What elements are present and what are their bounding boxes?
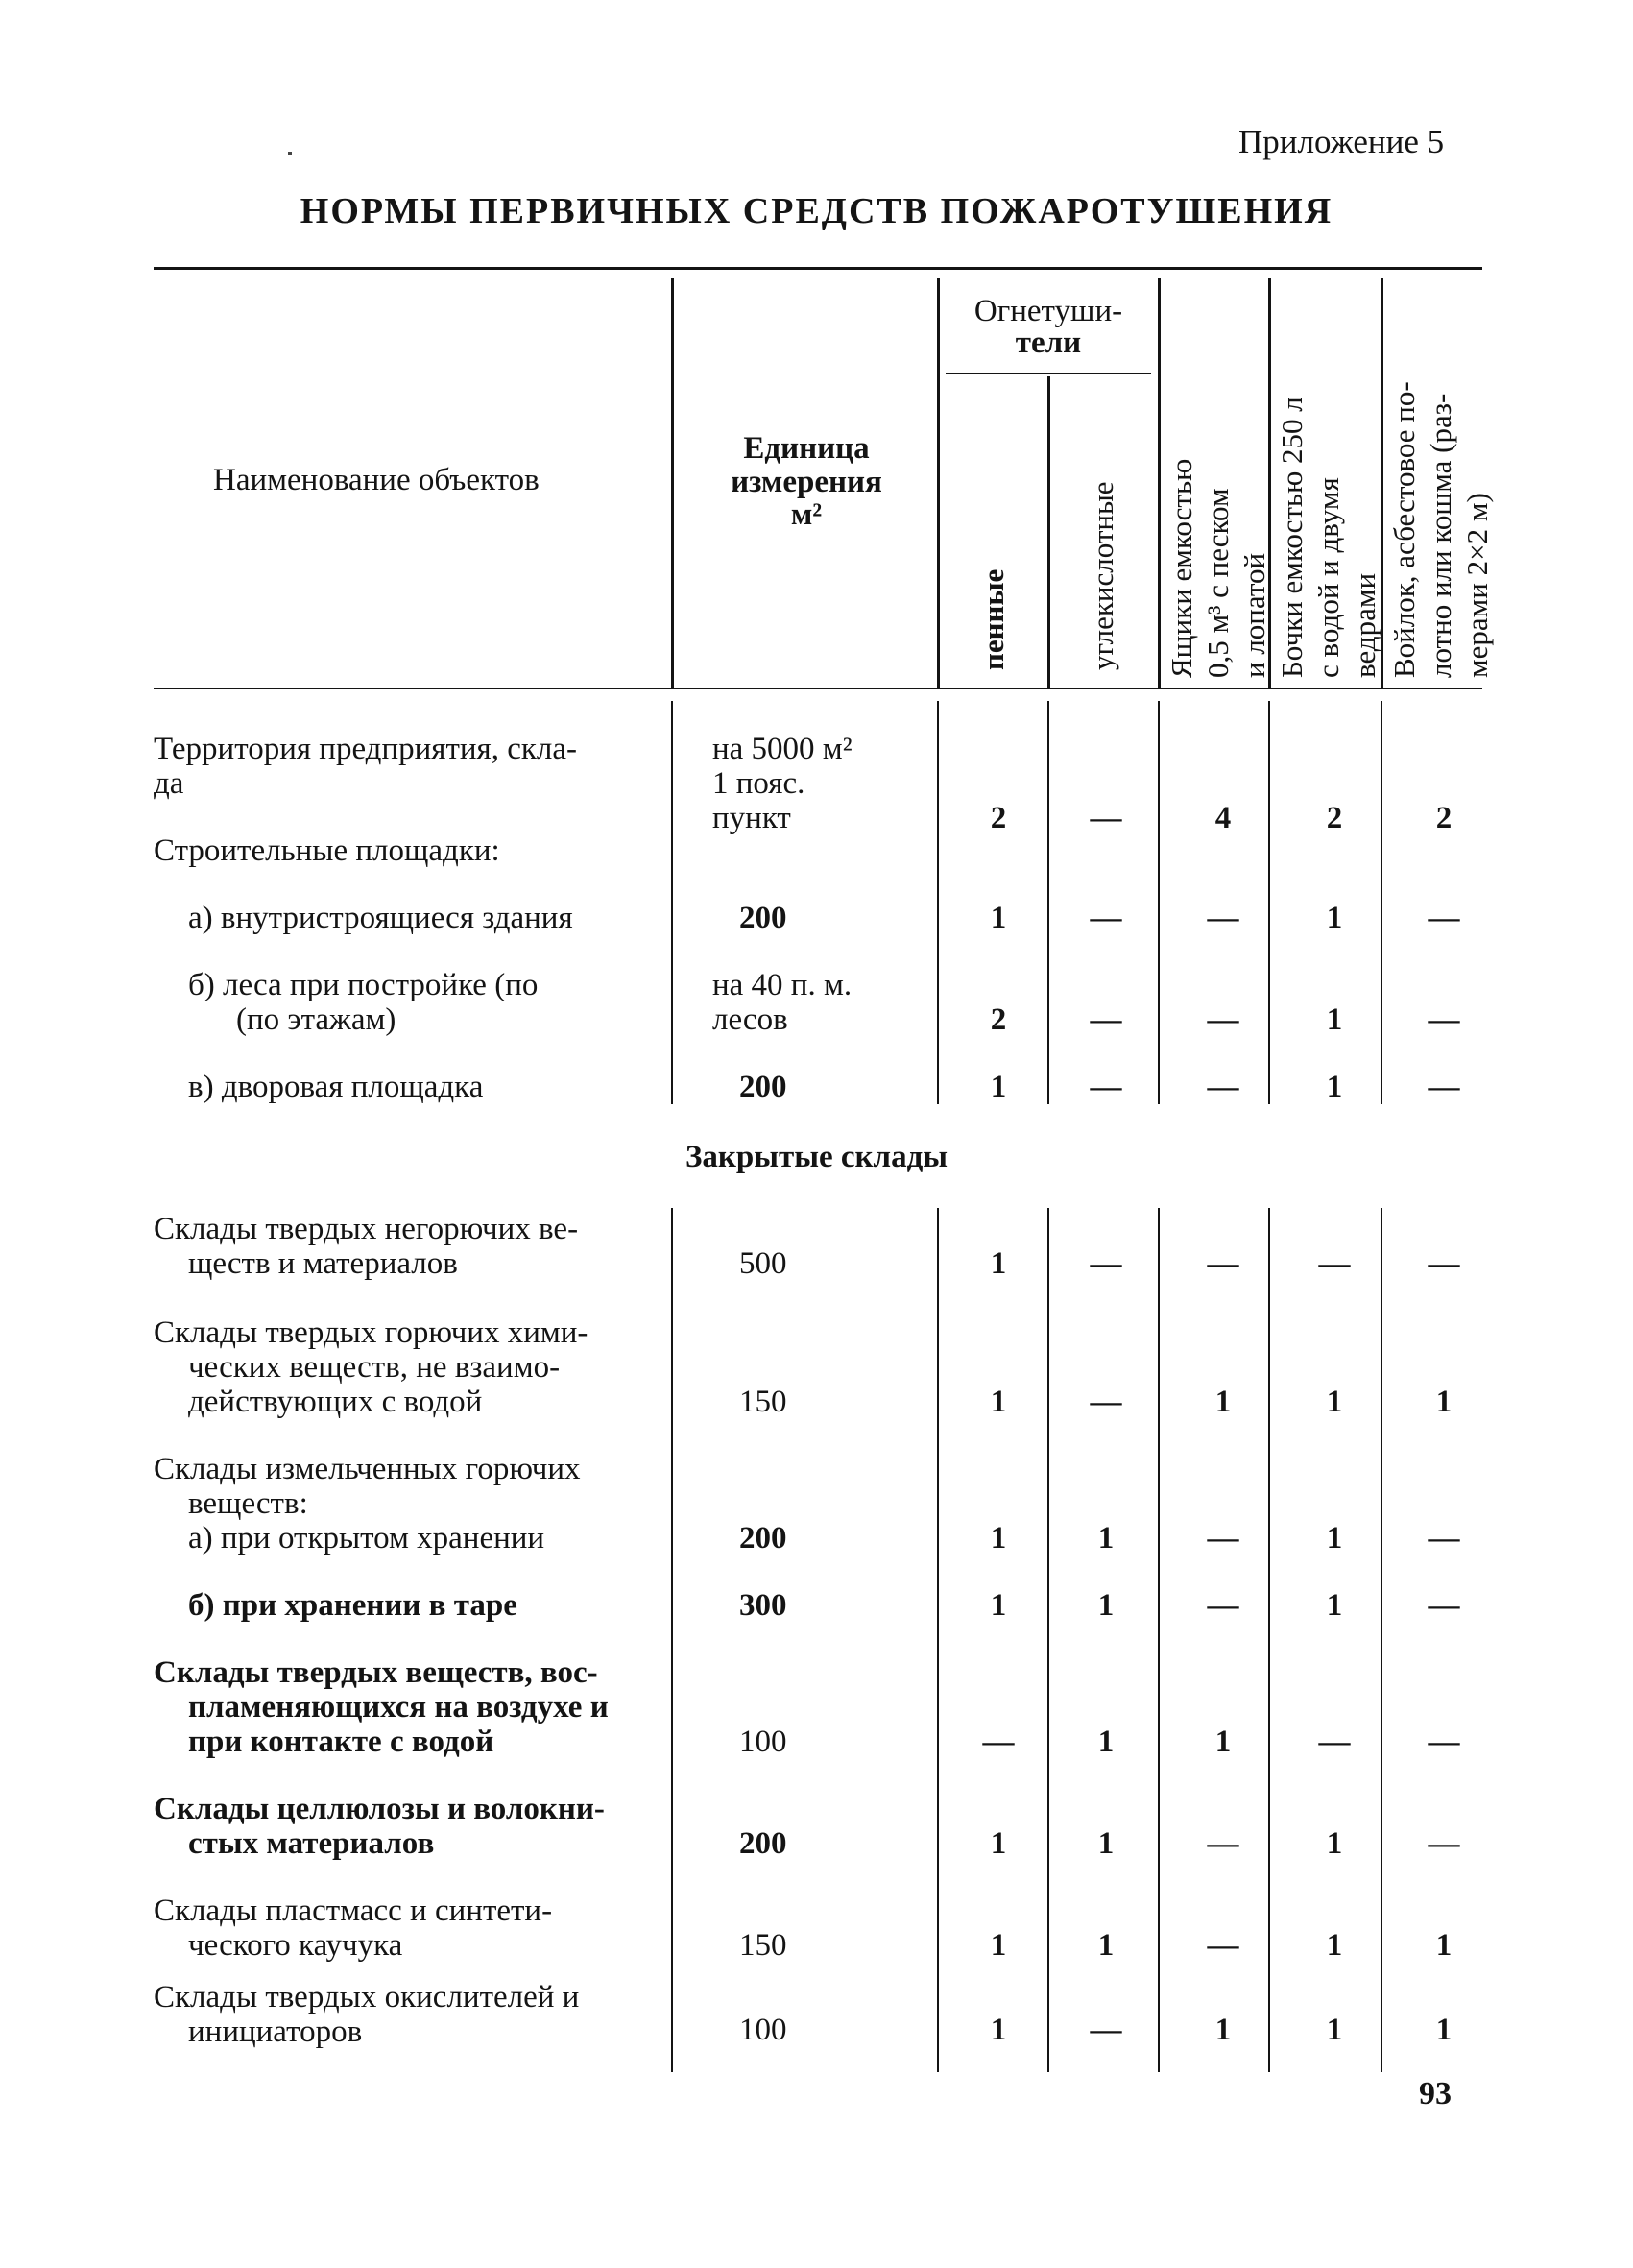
row-yard-unit: 200 [739,1070,787,1104]
col-header-barrels: Бочки емкостью 250 л с водой и двумя ведрами [1275,397,1381,678]
row-oxidizers-unit: 100 [739,2013,787,2047]
page-title: НОРМЫ ПЕРВИЧНЫХ СРЕДСТВ ПОЖАРОТУШЕНИЯ [300,191,1333,231]
row-yard-name: в) дворовая площадка [188,1070,484,1104]
row-container-co2: 1 [1097,1588,1115,1623]
row-plastics-sand: — [1207,1928,1239,1963]
row-plastics-unit: 150 [739,1928,787,1963]
row-crushed-heading: Склады измельченных горючих веществ: [154,1452,581,1521]
row-chemical-unit: 150 [739,1385,787,1419]
row-oxidizers-co2: — [1090,2013,1122,2047]
row-cellulose-unit: 200 [739,1826,787,1861]
row-construction-heading: Строительные площадки: [154,833,500,868]
row-selfigniting-name: Склады твердых веществ, вос- пламеняющихся на воздухе и при контакте с водой [154,1655,609,1759]
col-header-unit: Единица измерения м² [731,431,882,533]
row-territory-unit: на 5000 м² 1 пояс. пункт [712,732,853,835]
col-header-name: Наименование объектов [213,463,540,497]
appendix-label: Приложение 5 [1238,123,1445,160]
row-noncombustible-barrels: — [1318,1246,1351,1281]
row-plastics-name: Склады пластмасс и синтети- ческого каучука [154,1894,553,1963]
row-container-unit: 300 [739,1588,787,1623]
row-plastics-felt: 1 [1435,1928,1453,1963]
col-rule-body-6 [1381,701,1382,1104]
row-territory-name: Территория предприятия, скла- да [154,732,577,801]
row-scaffold-barrels: 1 [1326,1002,1343,1037]
row-buildings-name: а) внутристроящиеся здания [188,901,573,935]
row-noncombustible-foam: 1 [990,1246,1007,1281]
col-header-sand: Ящики емкостью 0,5 м³ с песком и лопатой [1165,458,1271,678]
row-oxidizers-foam: 1 [990,2013,1007,2047]
scan-speck [288,152,292,155]
row-cellulose-co2: 1 [1097,1826,1115,1861]
row-buildings-co2: — [1090,901,1122,935]
col-rule-body-4 [1158,701,1160,1104]
col-rule-header-4 [1158,278,1161,688]
row-scaffold-sand: — [1207,1002,1239,1037]
col-header-foam: пенные [976,568,1010,670]
row-open-storage-foam: 1 [990,1521,1007,1556]
row-open-storage-barrels: 1 [1326,1521,1343,1556]
row-oxidizers-sand: 1 [1214,2013,1232,2047]
col-rule-body-3 [1047,701,1049,1104]
row-selfigniting-felt: — [1428,1725,1460,1759]
row-container-barrels: 1 [1326,1588,1343,1623]
row-chemical-barrels: 1 [1326,1385,1343,1419]
col-rule-body2-1 [671,1208,673,2072]
row-buildings-barrels: 1 [1326,901,1343,935]
header-bottom-rule [154,688,1482,689]
row-buildings-unit: 200 [739,901,787,935]
row-cellulose-sand: — [1207,1826,1239,1861]
row-oxidizers-felt: 1 [1435,2013,1453,2047]
row-scaffold-co2: — [1090,1002,1122,1037]
row-noncombustible-unit: 500 [739,1246,787,1281]
col-header-felt: Войлок, асбестовое по- лотно или кошма (раз- мерами 2×2 м) [1387,381,1494,678]
row-container-sand: — [1207,1588,1239,1623]
row-scaffold-name: б) леса при постройке (по (по этажам) [188,968,539,1037]
row-selfigniting-unit: 100 [739,1725,787,1759]
col-rule-header-3 [1047,376,1050,688]
row-chemical-name: Склады твердых горючих хими- ческих веществ, не взаимо- действующих с водой [154,1315,588,1419]
extinguishers-rule [946,373,1151,374]
col-header-extinguishers: Огнетуши- тели [973,294,1123,360]
row-chemical-co2: — [1090,1385,1122,1419]
page-number: 93 [1419,2076,1452,2111]
row-territory-barrels: 2 [1326,801,1343,835]
row-noncombustible-co2: — [1090,1246,1122,1281]
row-territory-co2: — [1090,801,1122,835]
col-header-co2: углекислотные [1086,481,1119,670]
col-rule-body2-6 [1381,1208,1382,2072]
row-buildings-felt: — [1428,901,1460,935]
row-oxidizers-name: Склады твердых окислителей и инициаторов [154,1980,580,2049]
row-yard-foam: 1 [990,1070,1007,1104]
row-selfigniting-barrels: — [1318,1725,1351,1759]
row-open-storage-co2: 1 [1097,1521,1115,1556]
row-selfigniting-co2: 1 [1097,1725,1115,1759]
col-rule-body2-2 [937,1208,939,2072]
row-container-felt: — [1428,1588,1460,1623]
row-open-storage-unit: 200 [739,1521,787,1556]
col-rule-body-5 [1268,701,1270,1104]
row-noncombustible-sand: — [1207,1246,1239,1281]
row-cellulose-foam: 1 [990,1826,1007,1861]
row-open-storage-name: а) при открытом хранении [188,1521,545,1556]
row-chemical-felt: 1 [1435,1385,1453,1419]
row-selfigniting-sand: 1 [1214,1725,1232,1759]
row-plastics-co2: 1 [1097,1928,1115,1963]
row-buildings-sand: — [1207,901,1239,935]
row-plastics-barrels: 1 [1326,1928,1343,1963]
table-top-rule [154,267,1482,270]
row-chemical-sand: 1 [1214,1385,1232,1419]
col-rule-body-2 [937,701,939,1104]
row-yard-barrels: 1 [1326,1070,1343,1104]
section-heading-closed-warehouses: Закрытые склады [684,1140,949,1174]
col-rule-body-1 [671,701,673,1104]
row-scaffold-unit: на 40 п. м. лесов [712,968,853,1037]
col-rule-header-2 [937,278,940,688]
col-rule-body2-4 [1158,1208,1160,2072]
row-territory-sand: 4 [1214,801,1232,835]
row-cellulose-barrels: 1 [1326,1826,1343,1861]
col-rule-body2-5 [1268,1208,1270,2072]
row-oxidizers-barrels: 1 [1326,2013,1343,2047]
row-territory-foam: 2 [990,801,1007,835]
row-open-storage-felt: — [1428,1521,1460,1556]
row-noncombustible-name: Склады твердых негорючих ве- ществ и материалов [154,1212,579,1281]
row-cellulose-name: Склады целлюлозы и волокни- стых материалов [154,1792,605,1861]
row-buildings-foam: 1 [990,901,1007,935]
row-yard-sand: — [1207,1070,1239,1104]
col-rule-body2-3 [1047,1208,1049,2072]
row-chemical-foam: 1 [990,1385,1007,1419]
row-territory-felt: 2 [1435,801,1453,835]
row-cellulose-felt: — [1428,1826,1460,1861]
row-container-foam: 1 [990,1588,1007,1623]
row-scaffold-foam: 2 [990,1002,1007,1037]
row-yard-co2: — [1090,1070,1122,1104]
col-rule-header-1 [671,278,674,688]
row-plastics-foam: 1 [990,1928,1007,1963]
row-container-name: б) при хранении в таре [188,1588,517,1623]
row-open-storage-sand: — [1207,1521,1239,1556]
row-noncombustible-felt: — [1428,1246,1460,1281]
row-selfigniting-foam: — [982,1725,1015,1759]
row-yard-felt: — [1428,1070,1460,1104]
row-scaffold-felt: — [1428,1002,1460,1037]
